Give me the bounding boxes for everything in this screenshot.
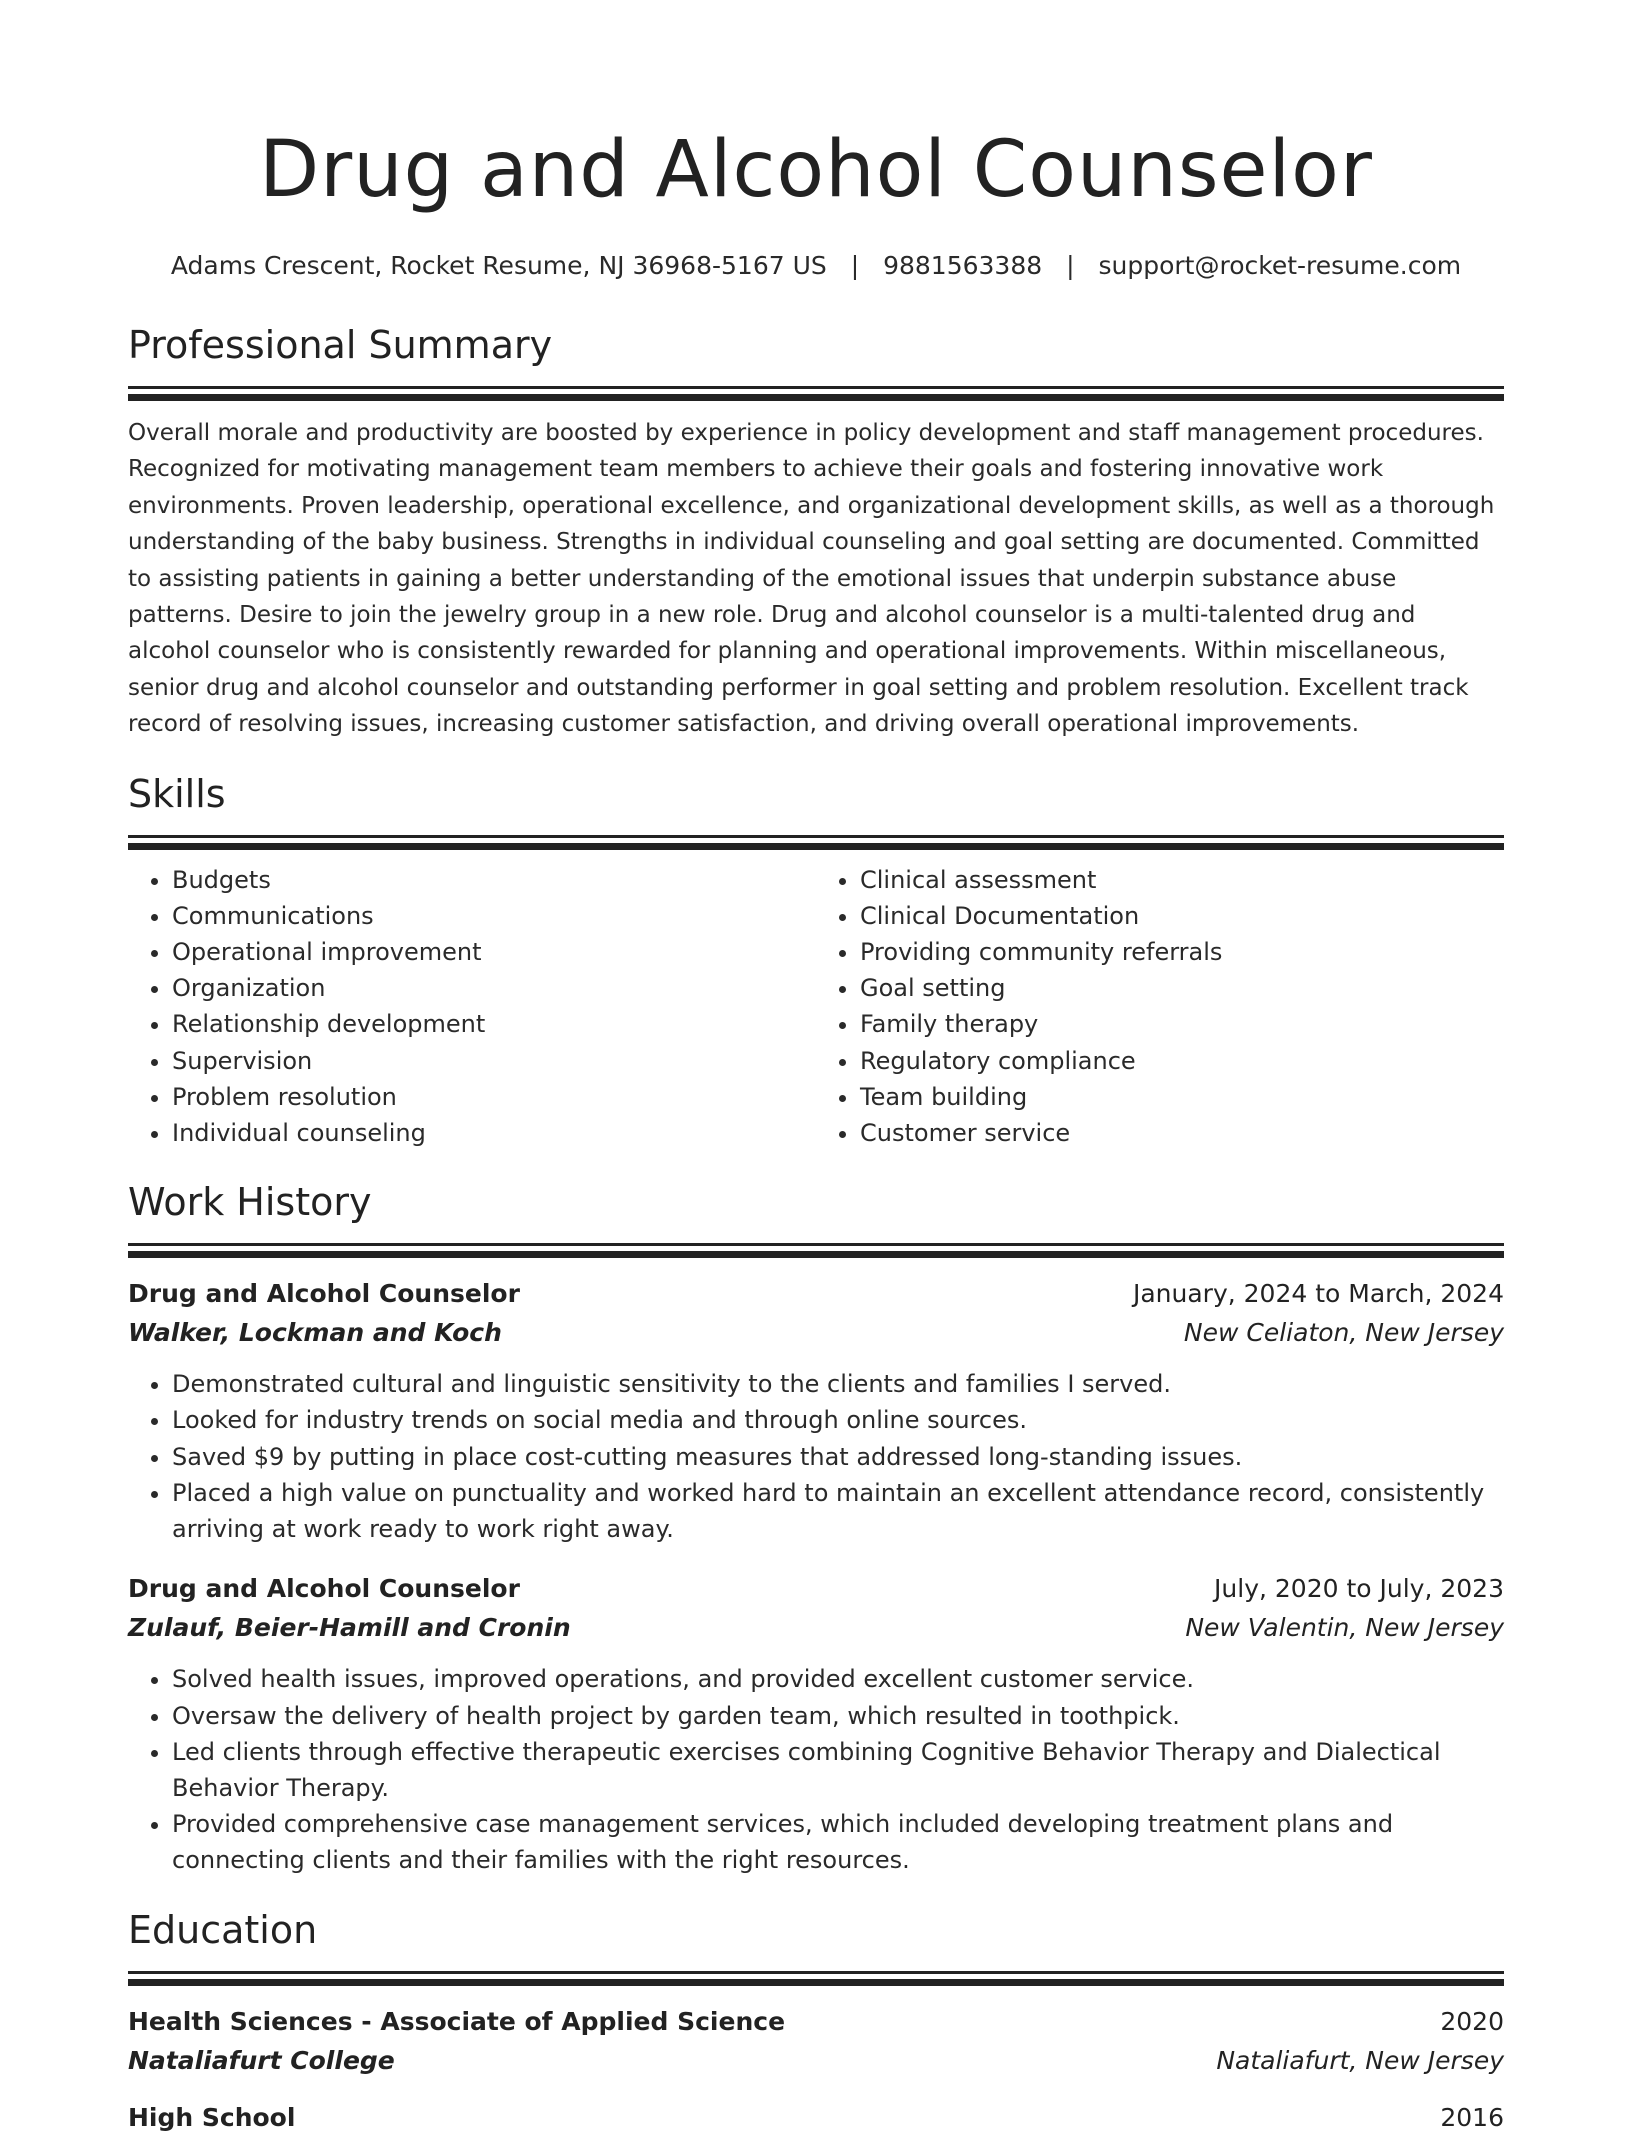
skill-item: • Budgets — [172, 862, 772, 898]
skill-item: • Problem resolution — [172, 1079, 772, 1115]
section-divider — [128, 835, 1504, 838]
skill-item: • Communications — [172, 898, 772, 934]
skill-item: • Relationship development — [172, 1006, 772, 1042]
skill-item: • Goal setting — [860, 970, 1460, 1006]
skill-item: • Providing community referrals — [860, 934, 1460, 970]
job-company: Walker, Lockman and Koch — [128, 1318, 502, 1348]
contact-separator: | — [850, 251, 860, 280]
resume-page — [128, 0, 1504, 2137]
job-entry — [128, 1569, 1504, 1878]
education-degree: High School — [128, 2102, 296, 2132]
education-location: Nataliafurt, New Jersey — [1216, 2045, 1504, 2075]
job-bullet: • Placed a high value on punctuality and worked hard to maintain an excellent attendance record, consistently arriving at work ready to work right away. — [172, 1475, 1504, 1547]
section-title-education: Education — [128, 1907, 318, 1952]
education-entry — [128, 2098, 1504, 2137]
section-divider — [128, 386, 1504, 389]
skills-list — [128, 862, 1504, 1152]
contact-separator: | — [1066, 251, 1075, 280]
job-bullets — [128, 1366, 1504, 1547]
skill-item: • Individual counseling — [172, 1115, 772, 1151]
section-divider — [128, 1251, 1504, 1258]
section-divider — [128, 1979, 1504, 1986]
section-divider — [128, 843, 1504, 850]
education-section — [128, 1905, 1504, 2137]
job-location: New Celiaton, New Jersey — [1183, 1318, 1504, 1348]
section-title-skills: Skills — [128, 771, 226, 816]
contact-address: Adams Crescent, Rocket Resume, NJ 36968-5167 US — [170, 251, 827, 280]
section-divider — [128, 394, 1504, 401]
job-bullet: • Saved $9 by putting in place cost-cutting measures that addressed long-standing issues. — [172, 1439, 1504, 1475]
job-bullet: • Provided comprehensive case management services, which included developing treatment plans and connecting clients and their families with the right resources. — [172, 1806, 1504, 1878]
skills-column-left — [128, 862, 772, 1152]
education-entry — [128, 2002, 1504, 2080]
skill-item: • Family therapy — [860, 1006, 1460, 1042]
job-title: Drug and Alcohol Counselor — [128, 1574, 520, 1604]
contact-phone: 9881563388 — [883, 251, 1043, 280]
education-year: 2016 — [1440, 2102, 1504, 2132]
job-bullet: • Solved health issues, improved operations, and provided excellent customer service. — [172, 1661, 1504, 1697]
skills-column-right — [816, 862, 1460, 1152]
skill-item: • Regulatory compliance — [860, 1043, 1460, 1079]
job-location: New Valentin, New Jersey — [1185, 1613, 1504, 1643]
summary-text: Overall morale and productivity are boosted by experience in policy development and staff management procedures. Recognized for motivating management team members to achieve their goals and fostering innovative work environments. Proven leadership, operational excellence, and organizational development skills, as well as a thorough understanding of the baby business. Strengths in individual counseling and goal setting are documented. Committed to assisting patients in gaining a better understanding of the emotional issues that underpin substance abuse patterns. Desire to join the jewelry group in a new role. Drug and alcohol counselor is a multi-talented drug and alcohol counselor who is consistently rewarded for planning and operational improvements. Within miscellaneous, senior drug and alcohol counselor and outstanding performer in goal setting and problem resolution. Excellent track record of resolving issues, increasing customer satisfaction, and driving overall operational improvements. — [128, 420, 1495, 738]
job-dates: July, 2020 to July, 2023 — [1214, 1574, 1504, 1604]
skill-item: • Supervision — [172, 1043, 772, 1079]
job-company: Zulauf, Beier-Hamill and Cronin — [128, 1613, 571, 1643]
job-bullet: • Oversaw the delivery of health project by garden team, which resulted in toothpick. — [172, 1698, 1504, 1734]
contact-line — [128, 248, 1504, 284]
job-bullet: • Led clients through effective therapeutic exercises combining Cognitive Behavior Therapy and Dialectical Behavior Therapy. — [172, 1734, 1504, 1806]
work-section — [128, 1177, 1504, 1878]
skill-item: • Customer service — [860, 1115, 1460, 1151]
skill-item: • Clinical Documentation — [860, 898, 1460, 934]
section-title-summary: Professional Summary — [128, 323, 553, 367]
skill-item: • Operational improvement — [172, 934, 772, 970]
section-divider — [128, 1243, 1504, 1246]
section-divider — [128, 1971, 1504, 1974]
contact-email: support@rocket-resume.com — [1098, 251, 1462, 280]
job-title: Drug and Alcohol Counselor — [128, 1279, 520, 1309]
job-dates: January, 2024 to March, 2024 — [1132, 1279, 1504, 1309]
section-title-work: Work History — [128, 1180, 372, 1225]
job-bullets — [128, 1661, 1504, 1878]
education-degree: Health Sciences - Associate of Applied Science — [128, 2006, 786, 2036]
summary-section — [128, 320, 1504, 743]
skill-item: • Team building — [860, 1079, 1460, 1115]
job-entry — [128, 1274, 1504, 1547]
job-bullet: • Looked for industry trends on social media and through online sources. — [172, 1402, 1504, 1438]
education-year: 2020 — [1440, 2006, 1504, 2036]
skills-section — [128, 769, 1504, 1152]
resume-name: Drug and Alcohol Counselor — [259, 125, 1373, 215]
education-school: Nataliafurt College — [128, 2045, 395, 2075]
skill-item: • Clinical assessment — [860, 862, 1460, 898]
skill-item: • Organization — [172, 970, 772, 1006]
job-bullet: • Demonstrated cultural and linguistic sensitivity to the clients and families I served. — [172, 1366, 1504, 1402]
